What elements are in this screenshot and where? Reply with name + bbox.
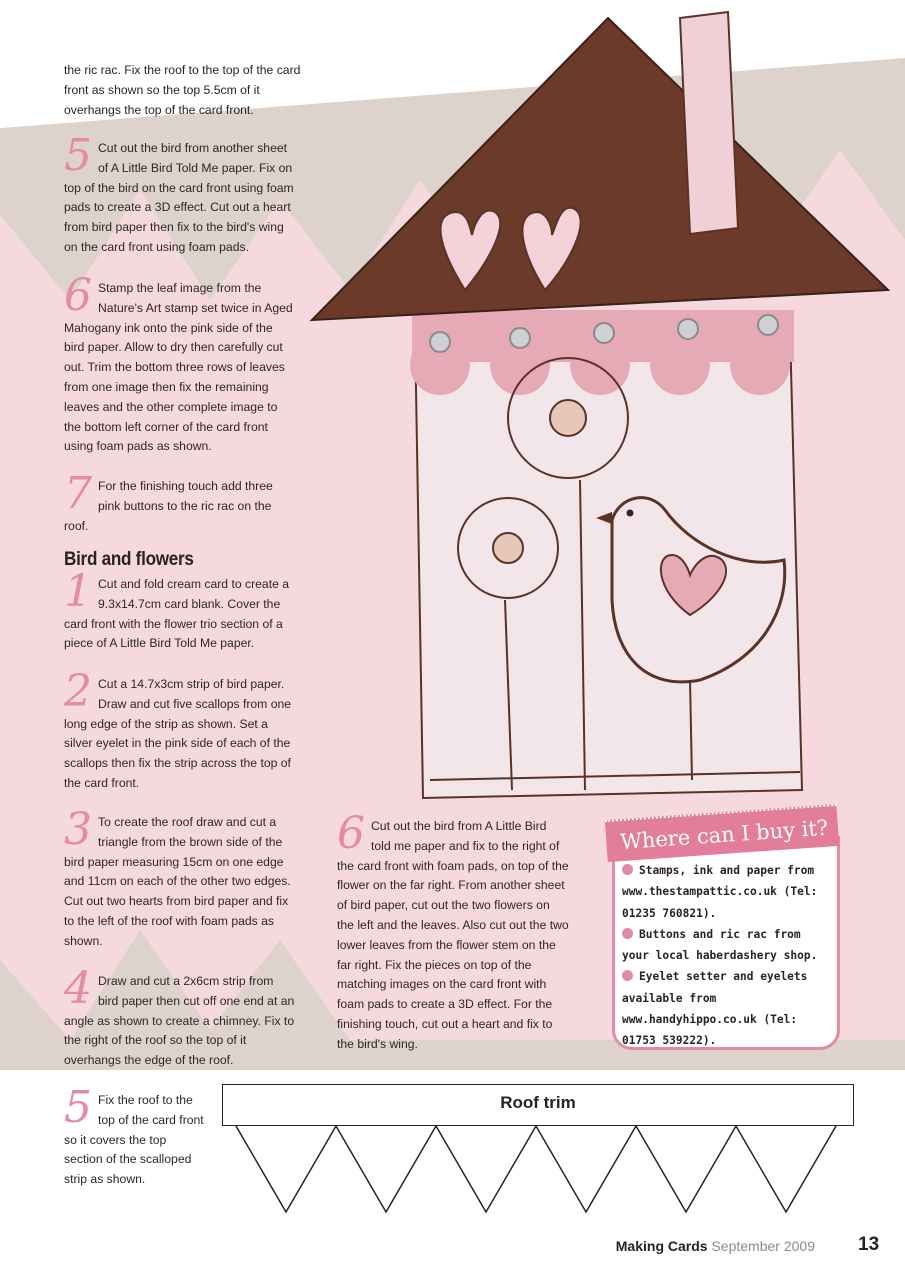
bullet-dot-icon	[622, 928, 633, 939]
step-number: 3	[64, 804, 92, 855]
footer	[616, 1238, 815, 1254]
step-text: Cut and fold cream card to create a 9.3x14.7cm card blank. Cover the card front with the flower trio section of a piece of A Little Bird Told Me paper.	[64, 577, 290, 651]
step-text: Fix the roof to the top of the card front so it covers the top section of the scalloped strip as shown.	[64, 1093, 204, 1187]
where-to-buy-list	[622, 860, 830, 1052]
step-text: Cut a 14.7x3cm strip of bird paper. Draw and cut five scallops from one long edge of the strip as shown. Set a silver eyelet in the pink side of each of the scallops then fix the strip across the top of the card front.	[64, 677, 292, 790]
step-5	[64, 1082, 204, 1190]
step-3	[64, 804, 296, 952]
list-item: Stamps, ink and paper from www.thestampattic.co.uk (Tel: 01235 760821).	[622, 864, 818, 920]
step-5-top	[64, 130, 296, 258]
list-item: Buttons and ric rac from your local haberdashery shop.	[622, 927, 818, 963]
step-6-top	[64, 270, 296, 457]
step-text: For the finishing touch add three pink buttons to the ric rac on the roof.	[64, 479, 273, 533]
step-number: 5	[64, 130, 92, 181]
step-text: Draw and cut a 2x6cm strip from bird paper then cut off one end at an angle as shown to create a chimney. Fix to the right of the roof so the top of it overhangs the edge of the roof.	[64, 974, 295, 1068]
roof-trim-title: Roof trim	[500, 1093, 576, 1112]
step-number: 4	[64, 963, 92, 1014]
section-title: Bird and flowers	[64, 549, 194, 570]
issue-date: September 2009	[711, 1238, 815, 1254]
bullet-dot-icon	[622, 864, 633, 875]
where-to-buy-title: Where can I buy it?	[605, 804, 839, 862]
step-number: 2	[64, 666, 92, 717]
step-1	[64, 566, 296, 654]
intro-text: the ric rac. Fix the roof to the top of the card front as shown so the top 5.5cm of it overhangs the top of the card front.	[64, 63, 301, 117]
step-text: Cut out the bird from another sheet of A Little Bird Told Me paper. Fix on top of the bird on the card front using foam pads to create a 3D effect. Cut out a heart from bird paper then fix to the bird's wing on the card front using foam pads.	[64, 141, 294, 254]
roof-trim-zigzag	[228, 1124, 850, 1216]
step-number: 5	[64, 1082, 92, 1133]
bullet-dot-icon	[622, 970, 633, 981]
list-item: Eyelet setter and eyelets available from www.handyhippo.co.uk (Tel: 01753 539222).	[622, 970, 808, 1048]
step-text: Cut out the bird from A Little Bird told me paper and fix to the right of the card front with foam pads, on top of the flower on the far right. From another sheet of bird paper, cut out the two flowers on the left and the leaves. Also cut out the two lower leaves from the flower stem on the far right. Fix the pieces on top of the matching images on the card front with foam pads to create a 3D effect. For the finishing touch, cut out a heart and fix to the bird's wing.	[337, 819, 569, 1051]
magazine-name: Making Cards	[615, 1238, 708, 1254]
step-number: 1	[64, 566, 92, 617]
page-number: 13	[858, 1234, 880, 1255]
step-2	[64, 666, 296, 794]
step-text: Stamp the leaf image from the Nature's Art stamp set twice in Aged Mahogany ink onto the pink side of the bird paper. Allow to dry then carefully cut out. Trim the bottom three rows of leaves from one image then fix the remaining leaves and the other complete image to the bottom left corner of the card front using foam pads as shown.	[64, 281, 293, 454]
step-6	[337, 808, 569, 1055]
step-number: 6	[337, 808, 365, 859]
step-number: 7	[64, 468, 92, 519]
step-number: 6	[64, 270, 92, 321]
step-text: To create the roof draw and cut a triangle from the brown side of the bird paper measuring 15cm on one edge and 11cm on each of the other two edges. Cut out two hearts from bird paper and fix to the left of the roof with foam pads as shown.	[64, 815, 291, 948]
step-4	[64, 963, 296, 1071]
step-7-top	[64, 468, 296, 536]
